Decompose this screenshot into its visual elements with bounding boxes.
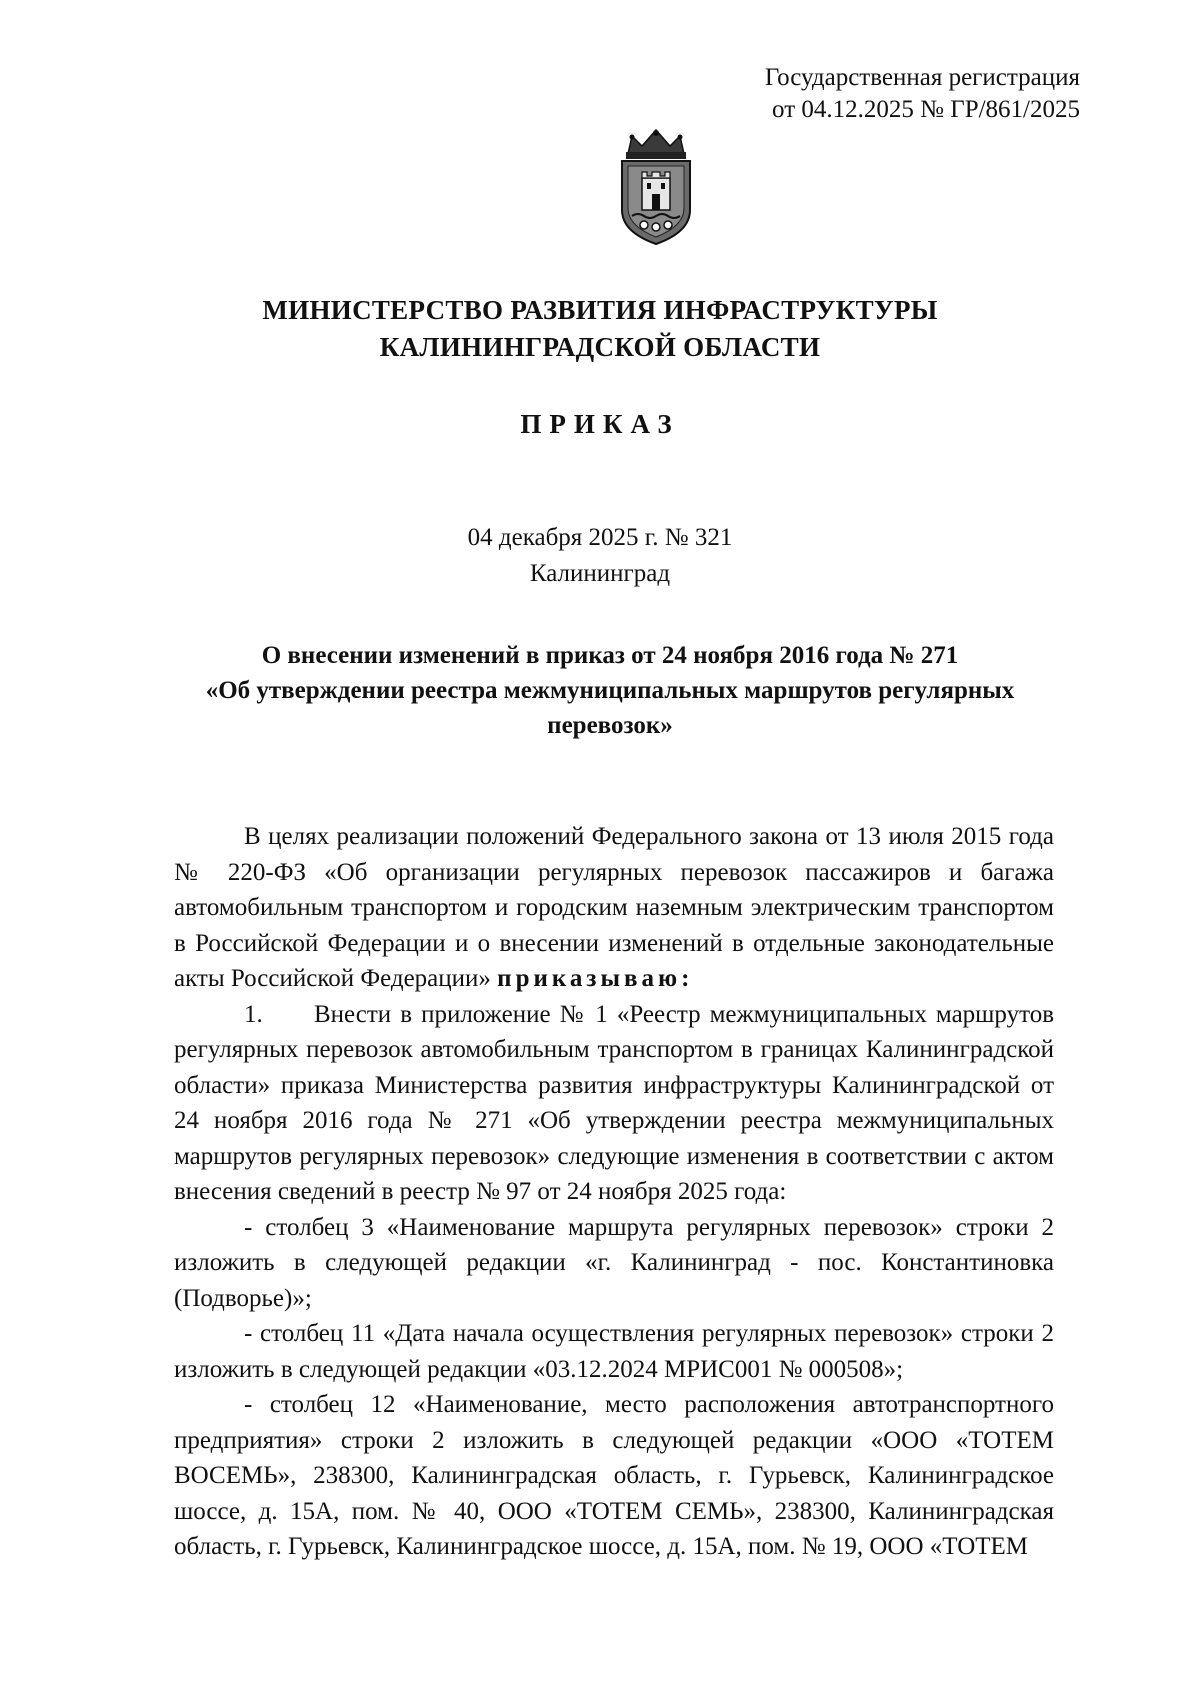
ministry-name-line-2: КАЛИНИНГРАДСКОЙ ОБЛАСТИ [379, 332, 821, 362]
registration-line-1: Государственная регистрация [764, 64, 1080, 91]
order-date-number: 04 декабря 2025 г. № 321 [467, 524, 733, 551]
change-paragraph: - столбец 11 «Дата начала осуществления регулярных перевозок» строки 2 изложить в следующей редакции «03.12.2024 МРИС001 № 000508»; [174, 1320, 1054, 1383]
ministry-name-line-1: МИНИСТЕРСТВО РАЗВИТИЯ ИНФРАСТРУКТУРЫ [262, 295, 938, 325]
order-subject-line-2: «Об утверждении реестра межмуниципальных маршрутов регулярных перевозок» [205, 677, 1015, 739]
ministry-name [0, 292, 1200, 366]
preamble-text: В целях реализации положений Федерального закона от 13 июля 2015 года № 220-ФЗ «Об организации регулярных перевозок пассажиров и багажа автомобильным транспортом и городским наземным электрическим транспортом в Российской Федерации и о внесении изменений в отдельные законодательные акты Российской Федерации» [174, 823, 1054, 992]
order-word: приказываю: [497, 965, 694, 992]
preamble-paragraph [174, 819, 1054, 997]
order-subject [180, 638, 1040, 743]
change-paragraph: - столбец 3 «Наименование маршрута регулярных перевозок» строки 2 изложить в следующей редакции «г. Калининград - пос. Константиновка (Подворье)»; [174, 1213, 1054, 1312]
registration-line-2: от 04.12.2025 № ГР/861/2025 [772, 96, 1080, 123]
item-1-text: Внести в приложение № 1 «Реестр межмуниципальных маршрутов регулярных перевозок автомобильным транспортом в границах Калининградской области» приказа Министерства развития инфраструктуры Калининградской от 24 ноября 2016 года № 271 «Об утверждении реестра межмуниципальных маршрутов регулярных перевозок» следующие изменения в соответствии с актом внесения сведений в реестр № 97 от 24 ноября 2025 года: [174, 1000, 1054, 1205]
change-paragraph: - столбец 12 «Наименование, место расположения автотранспортного предприятия» строки 2 изложить в следующей редакции «ООО «ТОТЕМ ВОСЕМЬ», 238300, Калининградская область, г. Гурьевск, Калининградское шоссе, д. 15А, пом. № 40, ООО «ТОТЕМ СЕМЬ», 238300, Калининградская область, г. Гурьевск, Калининградское шоссе, д. 15А, пом. № 19, ООО «ТОТЕМ [174, 1391, 1054, 1560]
order-title: ПРИКАЗ [520, 409, 680, 439]
order-city: Калининград [529, 560, 671, 587]
registration-stamp [700, 62, 1080, 126]
item-1-paragraph [174, 997, 1054, 1210]
order-body [174, 819, 1054, 1565]
item-1-number: 1. [244, 1000, 263, 1028]
order-subject-line-1: О внесении изменений в приказ от 24 ноября 2016 года № 271 [261, 642, 959, 669]
order-date-block [0, 520, 1200, 592]
kaliningrad-coat-of-arms-icon [614, 128, 698, 248]
